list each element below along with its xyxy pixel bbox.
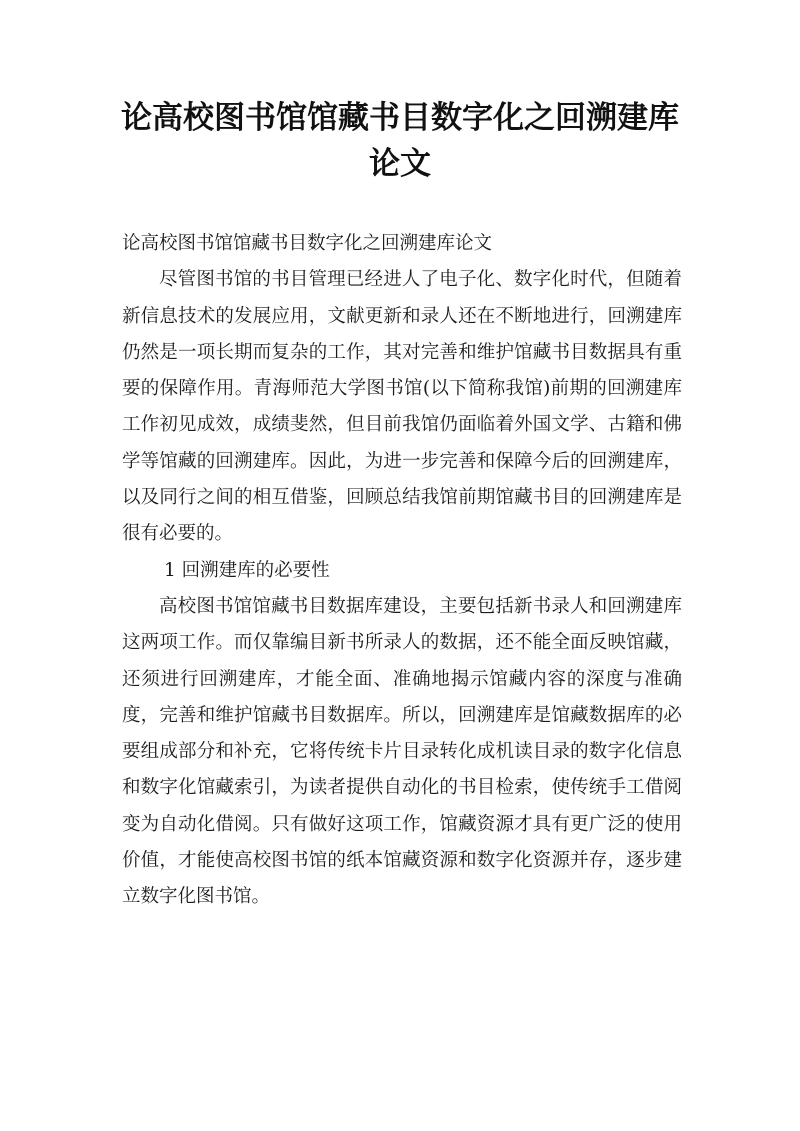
title-line-2: 论文 [369, 146, 431, 182]
title-line-1: 论高校图书馆馆藏书目数字化之回溯建库 [121, 100, 679, 136]
section-paragraph: 高校图书馆馆藏书目数据库建设，主要包括新书录人和回溯建库这两项工作。而仅靠编目新书所录人的数据，还不能全面反映馆藏，还须进行回溯建库，才能全面、准确地揭示馆藏内容的深度与准确度，完善和维护馆藏书目数据库。所以，回溯建库是馆藏数据库的必要组成部分和补充，它将传统卡片目录转化成机读目录的数字化信息和数字化馆藏索引，为读者提供自动化的书目检索，使传统手工借阅变为自动化借阅。只有做好这项工作，馆藏资源才具有更广泛的使用价值，才能使高校图书馆的纸本馆藏资源和数字化资源并存，逐步建立数字化图书馆。 [122, 595, 682, 908]
subtitle-paragraph: 论高校图书馆馆藏书目数字化之回溯建库论文 [122, 233, 493, 254]
section-heading: 1 回溯建库的必要性 [164, 559, 330, 581]
document-body [122, 226, 682, 916]
document-title [100, 95, 700, 187]
intro-paragraph: 尽管图书馆的书目管理已经进人了电子化、数字化时代，但随着新信息技术的发展应用，文献更新和录人还在不断地进行，回溯建库仍然是一项长期而复杂的工作，其对完善和维护馆藏书目数据具有重要的保障作用。青海师范大学图书馆(以下简称我馆)前期的回溯建库工作初见成效，成绩斐然，但目前我馆仍面临着外国文学、古籍和佛学等馆藏的回溯建库。因此，为进一步完善和保障今后的回溯建库，以及同行之间的相互借鉴，回顾总结我馆前期馆藏书目的回溯建库是很有必要的。 [122, 269, 682, 545]
